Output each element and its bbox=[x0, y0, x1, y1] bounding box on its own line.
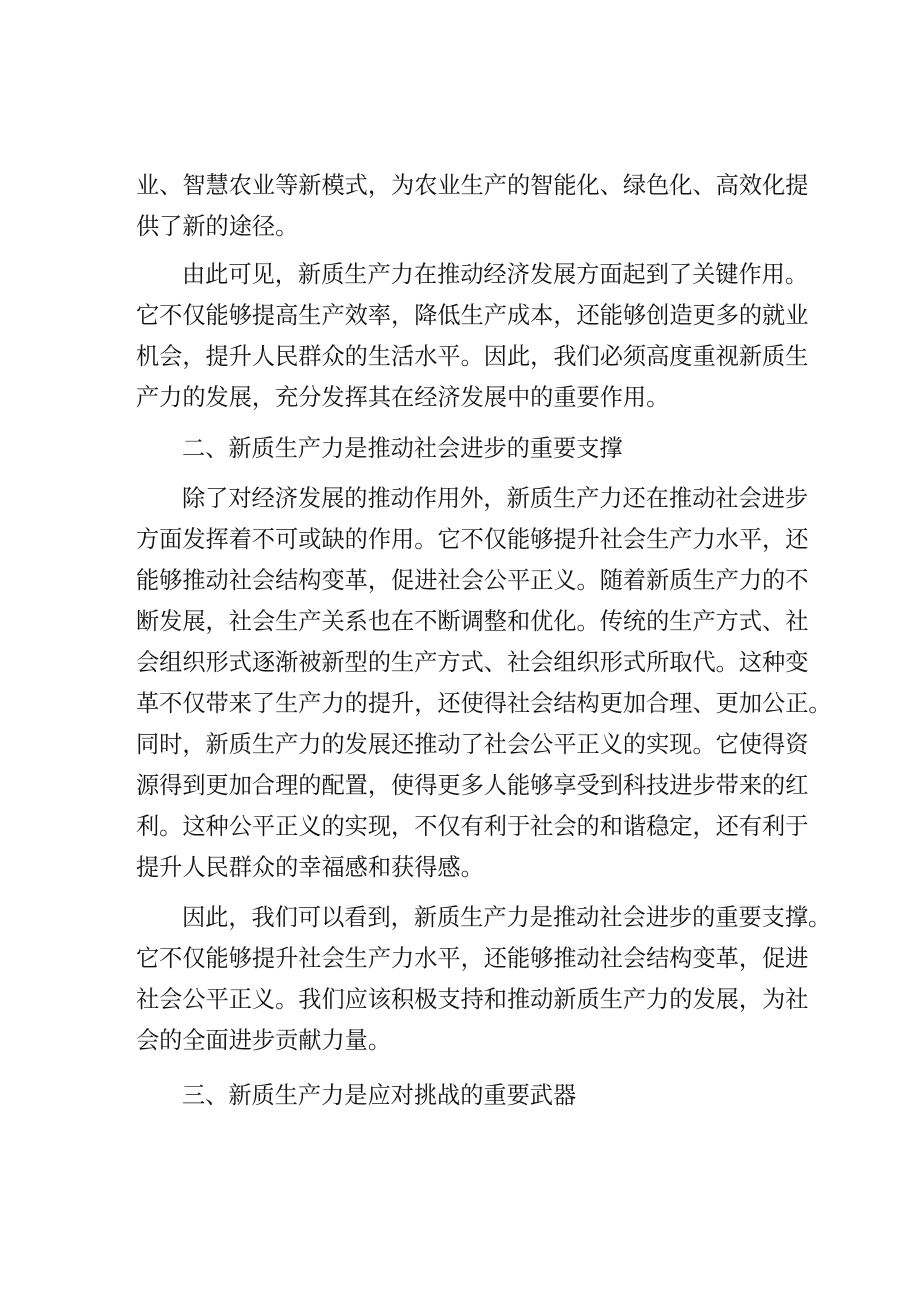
paragraph-3-line-7: 同时，新质生产力的发展还推动了社会公平正义的实现。它使得资 bbox=[136, 731, 809, 758]
paragraph-3-line-8: 源得到更加合理的配置，使得更多人能够享受到科技进步带来的红 bbox=[136, 772, 809, 799]
paragraph-3-line-2: 方面发挥着不可或缺的作用。它不仅能够提升社会生产力水平，还 bbox=[136, 526, 809, 553]
paragraph-4-line-4: 会的全面进步贡献力量。 bbox=[136, 1027, 392, 1054]
paragraph-4-line-3: 社会公平正义。我们应该积极支持和推动新质生产力的发展，为社 bbox=[136, 986, 809, 1013]
paragraph-1-line-2: 供了新的途径。 bbox=[136, 213, 299, 240]
paragraph-4-line-1: 因此，我们可以看到，新质生产力是推动社会进步的重要支撑。 bbox=[182, 904, 832, 931]
paragraph-3-line-10: 提升人民群众的幸福感和获得感。 bbox=[136, 854, 484, 881]
paragraph-2-line-3: 机会，提升人民群众的生活水平。因此，我们必须高度重视新质生 bbox=[136, 343, 809, 370]
paragraph-3-line-3: 能够推动社会结构变革，促进社会公平正义。随着新质生产力的不 bbox=[136, 567, 809, 594]
section-heading-3: 三、新质生产力是应对挑战的重要武器 bbox=[182, 1082, 577, 1109]
paragraph-3-line-1: 除了对经济发展的推动作用外，新质生产力还在推动社会进步 bbox=[182, 485, 809, 512]
paragraph-3-line-9: 利。这种公平正义的实现，不仅有利于社会的和谐稳定，还有利于 bbox=[136, 813, 809, 840]
paragraph-4-line-2: 它不仅能够提升社会生产力水平，还能够推动社会结构变革，促进 bbox=[136, 945, 809, 972]
section-heading-2: 二、新质生产力是推动社会进步的重要支撑 bbox=[182, 435, 623, 462]
paragraph-2-line-1: 由此可见，新质生产力在推动经济发展方面起到了关键作用。 bbox=[182, 261, 809, 288]
paragraph-2-line-2: 它不仅能够提高生产效率，降低生产成本，还能够创造更多的就业 bbox=[136, 302, 809, 329]
paragraph-2-line-4: 产力的发展，充分发挥其在经济发展中的重要作用。 bbox=[136, 384, 670, 411]
paragraph-3-line-6: 革不仅带来了生产力的提升，还使得社会结构更加合理、更加公正。 bbox=[136, 690, 832, 717]
paragraph-3-line-5: 会组织形式逐渐被新型的生产方式、社会组织形式所取代。这种变 bbox=[136, 649, 809, 676]
paragraph-1-line-1: 业、智慧农业等新模式，为农业生产的智能化、绿色化、高效化提 bbox=[136, 172, 809, 199]
paragraph-3-line-4: 断发展，社会生产关系也在不断调整和优化。传统的生产方式、社 bbox=[136, 608, 809, 635]
